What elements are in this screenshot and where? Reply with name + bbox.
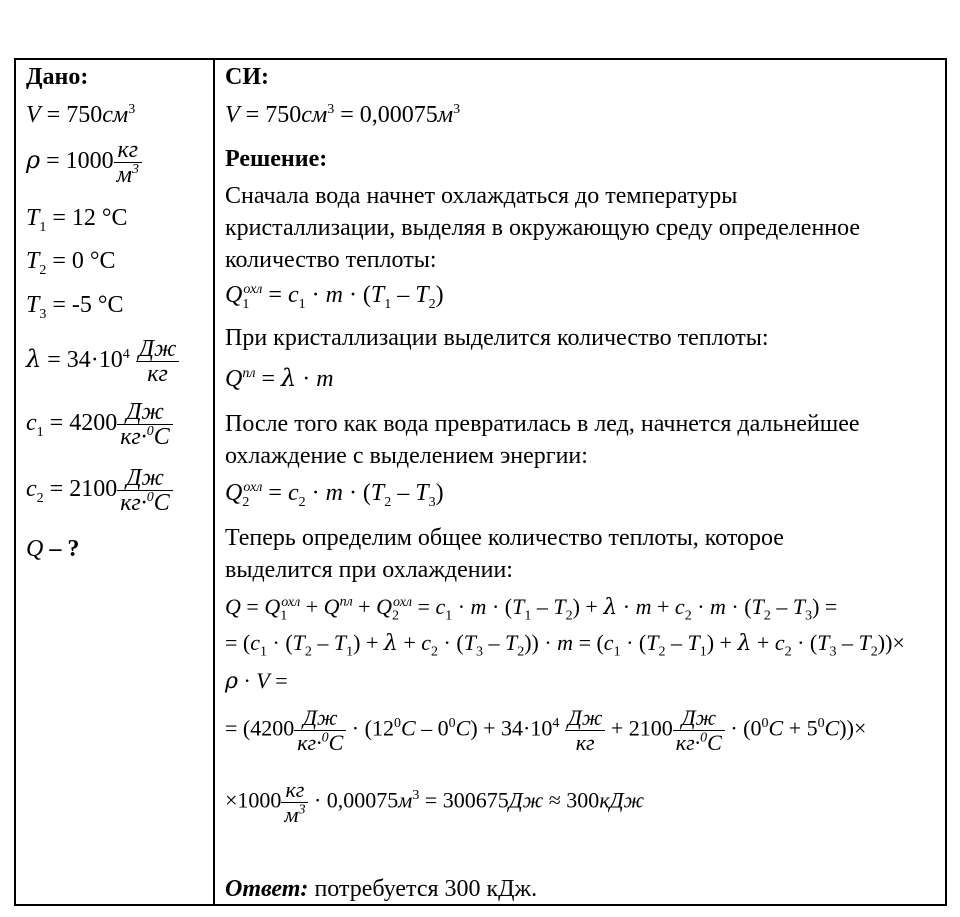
given-column <box>16 60 213 904</box>
calc-line-3: ρ · V = <box>225 668 288 694</box>
given-line-density: ρ = 1000 $\frac{кг}{м^3}$ <box>26 138 142 187</box>
given-title: Дано: <box>26 64 89 90</box>
calc-line-2: = $(c_1 \cdot (T_2 - T_1) + \lambda + c_2 \cdot (T_3 - T_2)) \cdot m = (c_1 \cdot (T_2 - T_1) + \lambda + c_2 \cdot (T_3 - T_2))\times$ <box>225 630 905 660</box>
calc-line-1: $Q = Q_1^{охл} + Q^{пл} + Q_2^{охл} = c_1 \cdot m \cdot (T_1 - T_2) + \lambda \cdot m + c_2 \cdot m \cdot (T_2 - T_3)$ = <box>225 594 838 624</box>
paragraph-total: Теперь определим общее количество теплоты, которое выделится при охлаждении: <box>225 525 784 583</box>
formula-cooling-ice: $Q_2^{охл} = c_2 \cdot m \cdot (T_2 - T_3)$ <box>225 480 444 510</box>
si-title: СИ: <box>225 64 269 90</box>
given-line-volume: $V = 750см^3$ <box>26 102 136 128</box>
answer-text: потребуется 300 кДж. <box>308 876 538 902</box>
solution-table <box>14 58 947 906</box>
paragraph-cooling: Сначала вода начнет охлаждаться до температуры кристаллизации, выделяя в окружающую среду определенное количество теплоты: <box>225 183 861 273</box>
calc-line-5: ×1000 $\frac{кг}{м^3}$ · $0,00075м^3 = 300675Дж \approx 300кДж$ <box>225 777 645 827</box>
given-line-t1: $T_1 = 12$ °C <box>26 205 128 235</box>
solution-column <box>215 60 945 904</box>
answer-label: Ответ: <box>225 876 309 902</box>
given-line-question: Q – ? <box>26 536 80 562</box>
given-line-c1: $c_1 = 4200$ $\frac{Дж}{кг\cdot^0C}$ <box>26 400 173 449</box>
given-line-c2: $c_2 = 2100$ $\frac{Дж}{кг\cdot^0C}$ <box>26 466 173 515</box>
formula-cooling-water: $Q_1^{охл} = c_1 \cdot m \cdot (T_1 - T_2)$ <box>225 282 444 312</box>
paragraph-ice-cooling: После того как вода превратилась в лед, начнется дальнейшее охлаждение с выделением энергии: <box>225 411 860 469</box>
calc-line-4: = (4200 $\frac{Дж}{кг\cdot^0C}$ · $(12^0C - 0^0C) + 34\cdot 10^4$ $\frac{Дж}{кг}$ + 2100 $\frac{Дж}{кг\cdot^0C}$ · $(0^0C + 5^0C))\times$ <box>225 705 867 755</box>
paragraph-crystallization: При кристаллизации выделится количество теплоты: <box>225 325 769 351</box>
given-line-t2: $T_2 = 0$ °C <box>26 248 116 278</box>
given-line-t3: $T_3 = -5$ °C <box>26 292 124 322</box>
formula-crystallization: $Q^{пл} = \lambda \cdot m$ <box>225 364 334 392</box>
si-line: $V = 750см^3 = 0,00075м^3$ <box>225 102 461 128</box>
answer-line <box>225 876 537 903</box>
given-line-lambda: $\lambda = 34\cdot 10^4$ $\frac{Дж}{кг}$ <box>26 337 179 386</box>
solution-title: Решение: <box>225 146 328 172</box>
